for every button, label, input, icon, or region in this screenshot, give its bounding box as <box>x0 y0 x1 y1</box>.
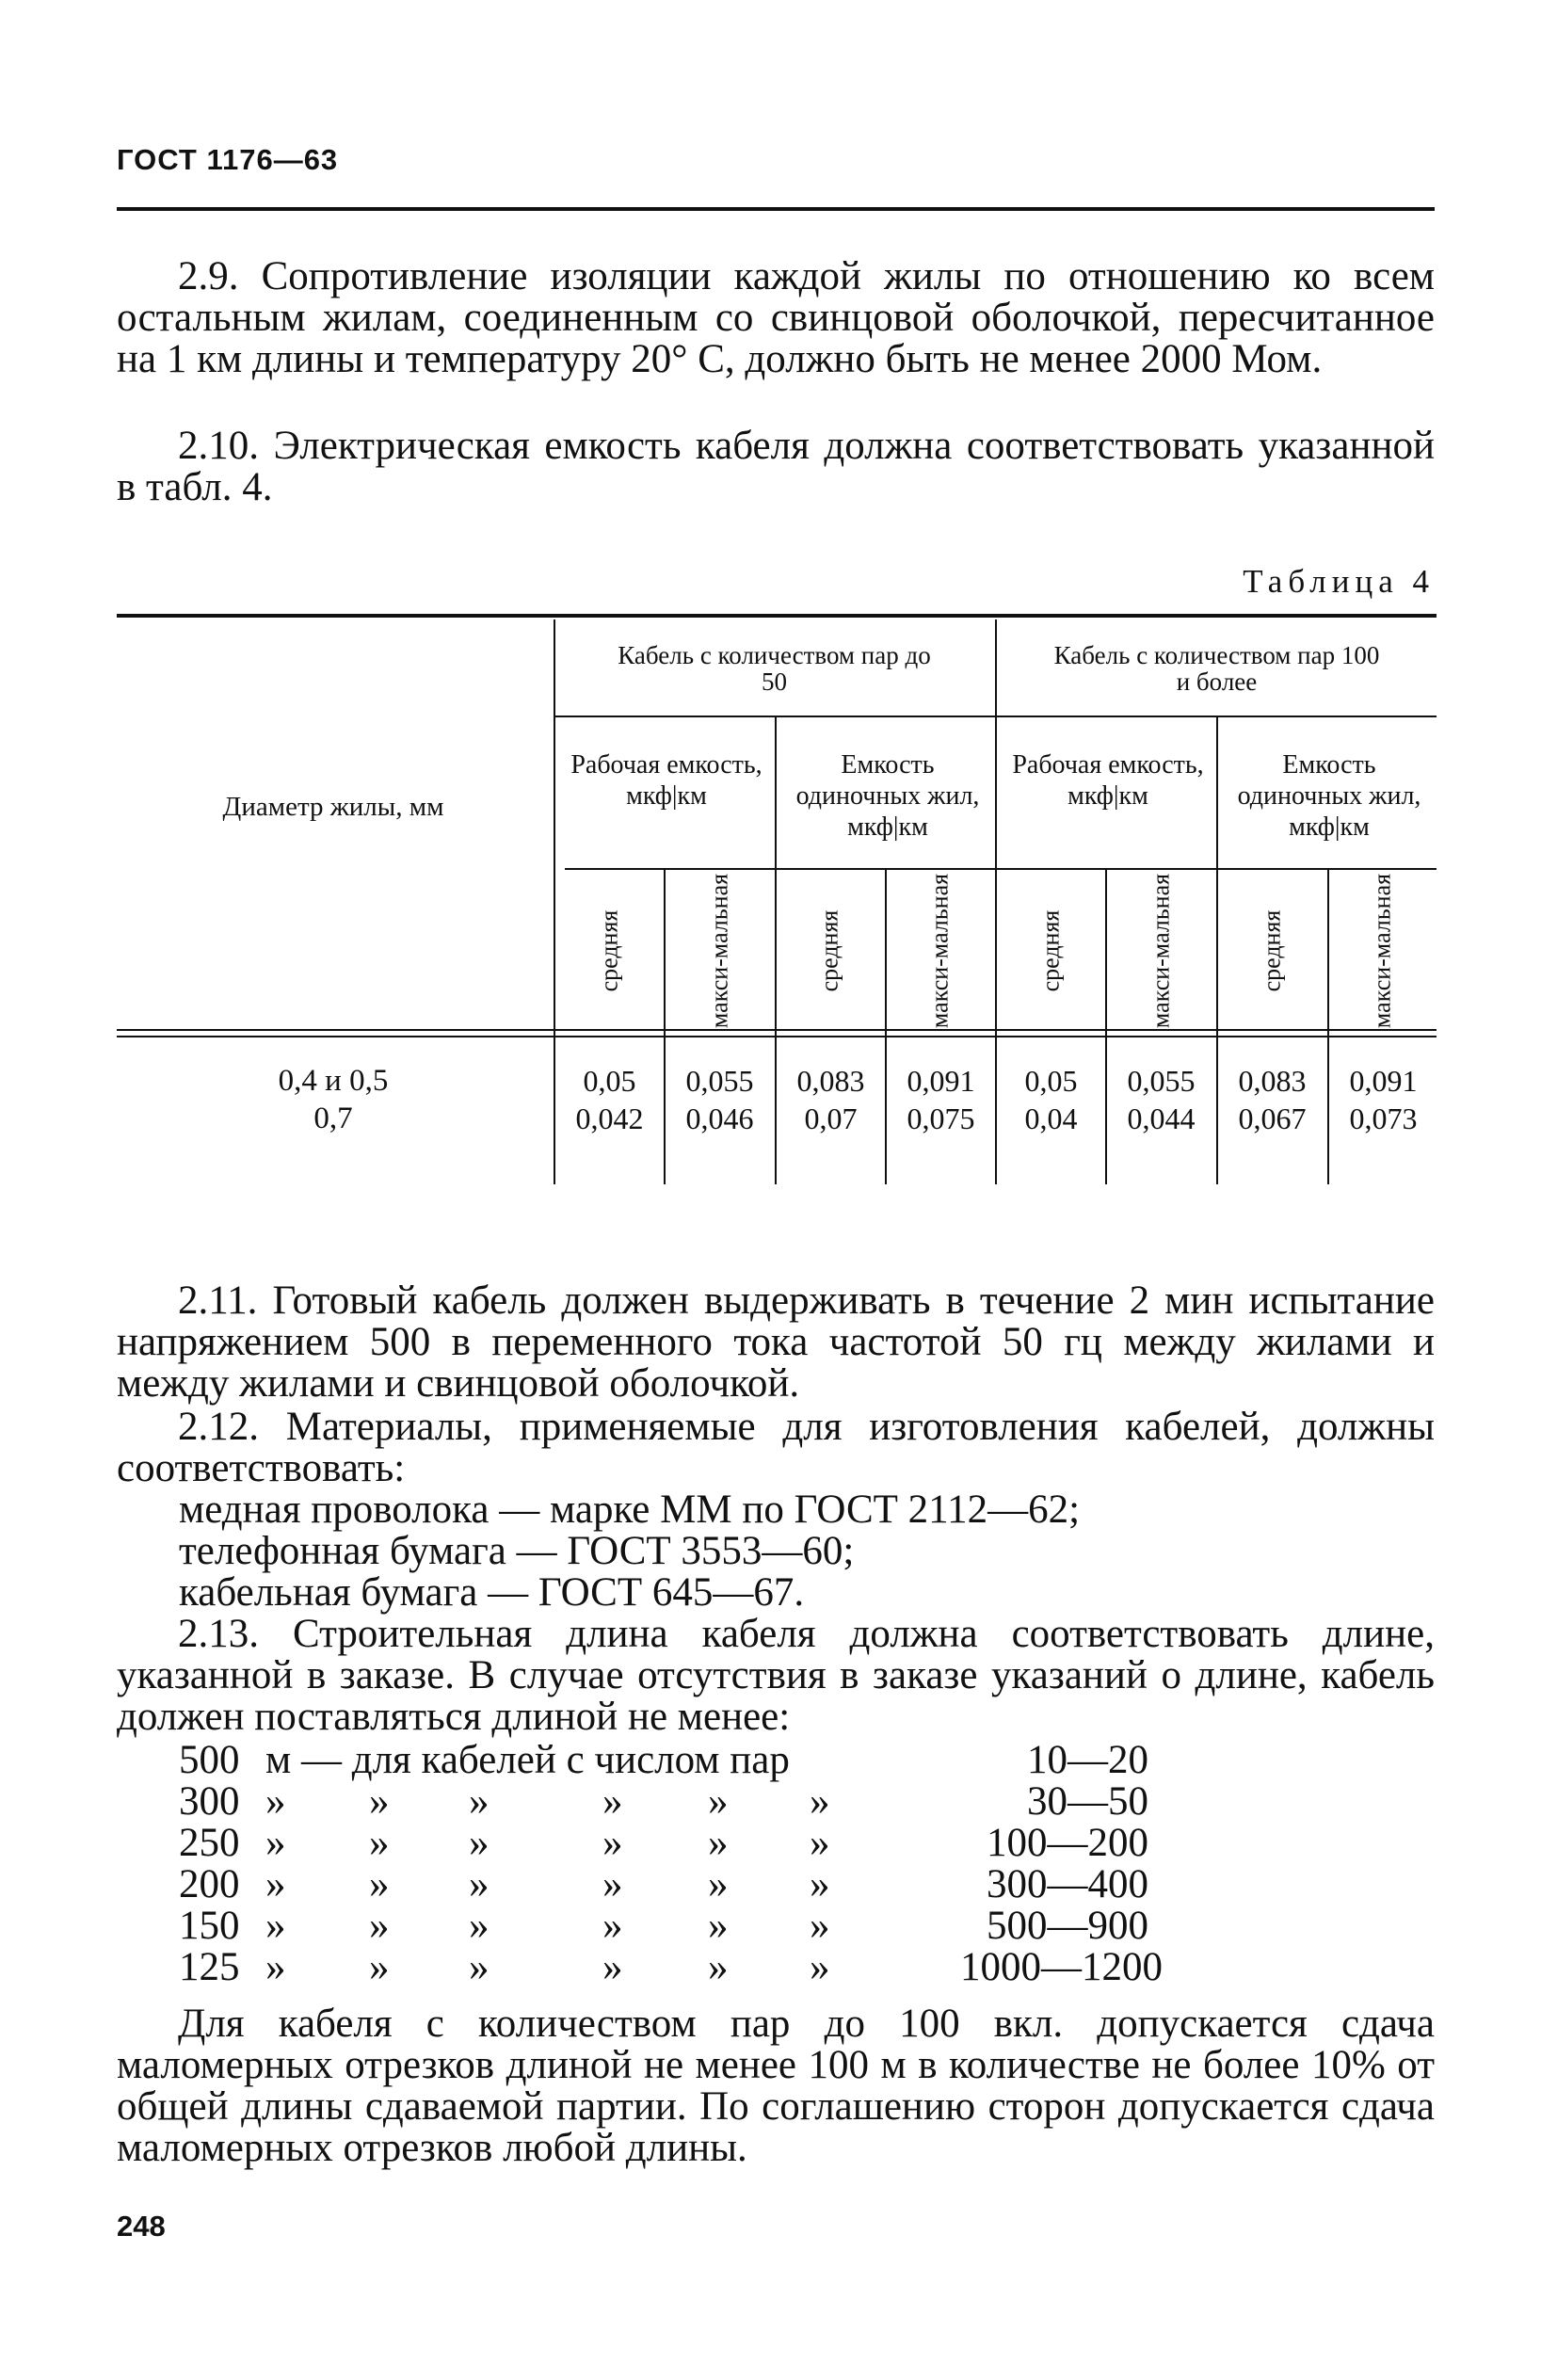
paragraph-short-lengths: Для кабеля с количеством пар до 100 вкл. допускается сдача маломерных отрезков длиной не менее 100 м в количестве не более 10% от общей длины сдаваемой партии. По соглашению сторон допускается сдача маломерных отрезков любой длины. <box>117 2002 1435 2170</box>
length-value: 300 <box>179 1779 240 1824</box>
ditto-mark: » <box>708 1904 729 1948</box>
leaf-header-average: средняя <box>815 909 843 992</box>
ditto-mark: » <box>708 1945 729 1989</box>
ditto-mark: » <box>369 1779 390 1824</box>
ditto-mark: » <box>265 1779 286 1824</box>
ditto-mark: » <box>265 1862 286 1906</box>
length-intro: м — для кабелей с числом пар <box>265 1738 790 1782</box>
table-caption: Таблица 4 <box>1243 563 1435 600</box>
ditto-mark: » <box>602 1821 623 1865</box>
pairs-range: 500—900 <box>987 1904 1148 1948</box>
ditto-mark: » <box>469 1945 490 1989</box>
length-value: 125 <box>179 1945 240 1989</box>
leaf-header-maximum: макси-мальная <box>1368 873 1396 1029</box>
ditto-mark: » <box>602 1862 623 1906</box>
length-value: 150 <box>179 1904 240 1948</box>
table-row-diameter: 0,4 и 0,5 0,7 <box>278 1064 389 1135</box>
table-col-values: 0,091 0,075 <box>907 1064 975 1135</box>
length-value: 200 <box>179 1862 240 1906</box>
ditto-mark: » <box>369 1945 390 1989</box>
ditto-mark: » <box>265 1945 286 1989</box>
ditto-mark: » <box>369 1862 390 1906</box>
pairs-range: 1000—1200 <box>960 1945 1163 1989</box>
pairs-range: 100—200 <box>987 1821 1148 1865</box>
ditto-mark: » <box>602 1945 623 1989</box>
subgroup-single-core-capacity: Емкость одиночных жил, мкф|км <box>795 750 980 842</box>
subgroup-working-capacity: Рабочая емкость, мкф|км <box>570 750 762 811</box>
leaf-header-average: средняя <box>595 909 623 992</box>
table-col-values: 0,083 0,07 <box>796 1064 865 1135</box>
ditto-mark: » <box>265 1821 286 1865</box>
ditto-mark: » <box>469 1779 490 1824</box>
ditto-mark: » <box>708 1779 729 1824</box>
pairs-range: 300—400 <box>987 1862 1148 1906</box>
table-col-values: 0,05 0,042 <box>575 1064 644 1135</box>
page-number: 248 <box>117 2210 166 2243</box>
table-col-values: 0,083 0,067 <box>1238 1064 1307 1135</box>
ditto-mark: » <box>469 1821 490 1865</box>
materials-item: медная проволока — марке ММ по ГОСТ 2112—62; <box>179 1488 1081 1532</box>
group-header-100-plus: Кабель с количеством пар 100 и более <box>1053 641 1380 696</box>
ditto-mark: » <box>369 1821 390 1865</box>
ditto-mark: » <box>810 1862 830 1906</box>
ditto-mark: » <box>810 1821 830 1865</box>
diameter-header: Диаметр жилы, мм <box>222 792 444 822</box>
ditto-mark: » <box>602 1779 623 1824</box>
subgroup-single-core-capacity: Емкость одиночных жил, мкф|км <box>1237 750 1421 842</box>
paragraph-2-11: 2.11. Готовый кабель должен выдерживать в течение 2 мин испытание напряжением 500 в переменного тока частотой 50 гц между жилами и между жилами и свинцовой оболочкой. <box>117 1278 1435 1406</box>
table-col-values: 0,091 0,073 <box>1349 1064 1418 1135</box>
paragraph-2-13: 2.13. Строительная длина кабеля должна соответствовать длине, указанной в заказе. В случае отсутствия в заказе указаний о длине, кабель должен поставляться длиной не менее: <box>117 1612 1435 1739</box>
materials-item: телефонная бумага — ГОСТ 3553—60; <box>179 1529 855 1573</box>
length-value: 500 <box>179 1738 240 1782</box>
subgroup-working-capacity: Рабочая емкость, мкф|км <box>1012 750 1204 811</box>
group-header-up-to-50: Кабель с количеством пар до 50 <box>618 641 931 696</box>
table-col-values: 0,055 0,044 <box>1127 1064 1196 1135</box>
ditto-mark: » <box>469 1862 490 1906</box>
document-code: ГОСТ 1176—63 <box>117 143 339 176</box>
leaf-header-maximum: макси-мальная <box>925 873 954 1029</box>
leaf-header-average: средняя <box>1258 909 1286 992</box>
ditto-mark: » <box>810 1945 830 1989</box>
ditto-mark: » <box>469 1904 490 1948</box>
leaf-header-maximum: макси-мальная <box>705 873 733 1029</box>
ditto-mark: » <box>810 1779 830 1824</box>
materials-item: кабельная бумага — ГОСТ 645—67. <box>179 1570 805 1615</box>
table-col-values: 0,055 0,046 <box>685 1064 754 1135</box>
table-subgroup-rule <box>565 868 1437 870</box>
pairs-range: 10—20 <box>1027 1738 1148 1782</box>
table-top-rule <box>117 614 1437 618</box>
paragraph-2-10: 2.10. Электрическая емкость кабеля должна соответствовать указанной в табл. 4. <box>117 424 1435 509</box>
length-value: 250 <box>179 1821 240 1865</box>
paragraph-2-12: 2.12. Материалы, применяемые для изготовления кабелей, должны соответствовать: <box>117 1405 1435 1490</box>
ditto-mark: » <box>708 1862 729 1906</box>
table-col-values: 0,05 0,04 <box>1024 1064 1078 1135</box>
table-header-rule <box>117 1029 1437 1031</box>
ditto-mark: » <box>369 1904 390 1948</box>
ditto-mark: » <box>265 1904 286 1948</box>
ditto-mark: » <box>810 1904 830 1948</box>
table-header-rule-2 <box>117 1036 1437 1037</box>
ditto-mark: » <box>708 1821 729 1865</box>
ditto-mark: » <box>602 1904 623 1948</box>
leaf-header-maximum: макси-мальная <box>1147 873 1175 1029</box>
header-rule <box>117 207 1435 211</box>
leaf-header-average: средняя <box>1036 909 1065 992</box>
pairs-range: 30—50 <box>1027 1779 1148 1824</box>
paragraph-2-9: 2.9. Сопротивление изоляции каждой жилы по отношению ко всем остальным жилам, соединенным со свинцовой оболочкой, пересчитанное на 1 км длины и температуру 20° С, должно быть не менее 2000 Мом. <box>117 254 1435 381</box>
